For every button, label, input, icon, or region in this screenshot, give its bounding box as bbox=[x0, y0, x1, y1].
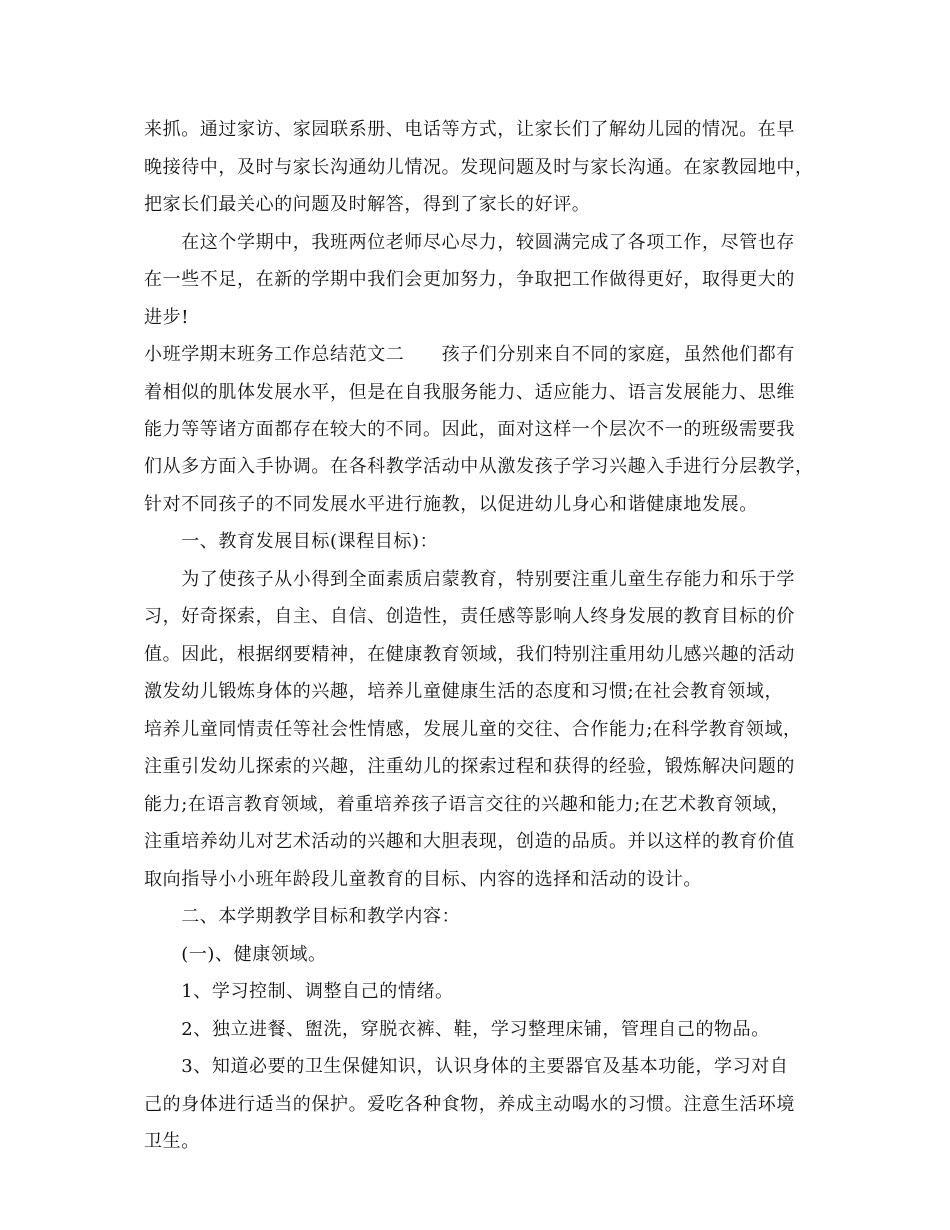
list-item: 3、知道必要的卫生保健知识，认识身体的主要器官及基本功能，学习对自 bbox=[144, 1056, 789, 1077]
text-line: 着相似的肌体发展水平，但是在自我服务能力、适应能力、语言发展能力、思维 bbox=[144, 382, 795, 403]
text-line: 在这个学期中，我班两位老师尽心尽力，较圆满完成了各项工作，尽管也存 bbox=[144, 232, 795, 253]
text-line: 为了使孩子从小得到全面素质启蒙教育，特别要注重儿童生存能力和乐于学 bbox=[144, 569, 795, 590]
text-line: 进步! bbox=[144, 307, 190, 328]
text-line: 己的身体进行适当的保护。爱吃各种食物，养成主动喝水的习惯。注意生活环境 bbox=[144, 1094, 795, 1115]
list-item: 2、独立进餐、盥洗，穿脱衣裤、鞋，学习整理床铺，管理自己的物品。 bbox=[144, 1019, 770, 1040]
text-line: 注重引发幼儿探索的兴趣，注重幼儿的探索过程和获得的经验，锻炼解决问题的 bbox=[144, 756, 795, 777]
text-line: 针对不同孩子的不同发展水平进行施教，以促进幼儿身心和谐健康地发展。 bbox=[144, 494, 758, 515]
text-line: 能力等等诸方面都存在较大的不同。因此，面对这样一个层次不一的班级需要我 bbox=[144, 419, 795, 440]
section-heading: 二、本学期教学目标和教学内容： bbox=[144, 906, 461, 927]
section-heading: 小班学期末班务工作总结范文二 孩子们分别来自不同的家庭，虽然他们都有 bbox=[144, 344, 795, 365]
text-line: 在一些不足，在新的学期中我们会更加努力，争取把工作做得更好，取得更大的 bbox=[144, 269, 795, 290]
text-line: 卫生。 bbox=[144, 1131, 200, 1152]
text-line: 取向指导小小班年龄段儿童教育的目标、内容的选择和活动的设计。 bbox=[144, 869, 702, 890]
text-line: 能力;在语言教育领域，着重培养孩子语言交往的兴趣和能力;在艺术教育领域， bbox=[144, 794, 790, 815]
text-line: 晚接待中，及时与家长沟通幼儿情况。发现问题及时与家长沟通。在家教园地中， bbox=[144, 157, 814, 178]
text-line: 注重培养幼儿对艺术活动的兴趣和大胆表现，创造的品质。并以这样的教育价值 bbox=[144, 831, 795, 852]
text-line: 习，好奇探索，自主、自信、创造性，责任感等影响人终身发展的教育目标的价 bbox=[144, 606, 795, 627]
text-line: 来抓。通过家访、家园联系册、电话等方式，让家长们了解幼儿园的情况。在早 bbox=[144, 119, 795, 140]
text-line: 值。因此，根据纲要精神，在健康教育领域，我们特别注重用幼儿感兴趣的活动 bbox=[144, 644, 795, 665]
subsection-heading: (一)、健康领域。 bbox=[144, 944, 327, 965]
text-line: 把家长们最关心的问题及时解答，得到了家长的好评。 bbox=[144, 194, 591, 215]
text-line: 培养儿童同情责任等社会性情感，发展儿童的交往、合作能力;在科学教育领域， bbox=[144, 719, 802, 740]
list-item: 1、学习控制、调整自己的情绪。 bbox=[144, 981, 454, 1002]
text-line: 激发幼儿锻炼身体的兴趣，培养儿童健康生活的态度和习惯;在社会教育领域， bbox=[144, 681, 784, 702]
section-heading: 一、教育发展目标(课程目标)： bbox=[144, 531, 439, 552]
text-line: 们从多方面入手协调。在各科教学活动中从激发孩子学习兴趣入手进行分层教学， bbox=[144, 456, 814, 477]
